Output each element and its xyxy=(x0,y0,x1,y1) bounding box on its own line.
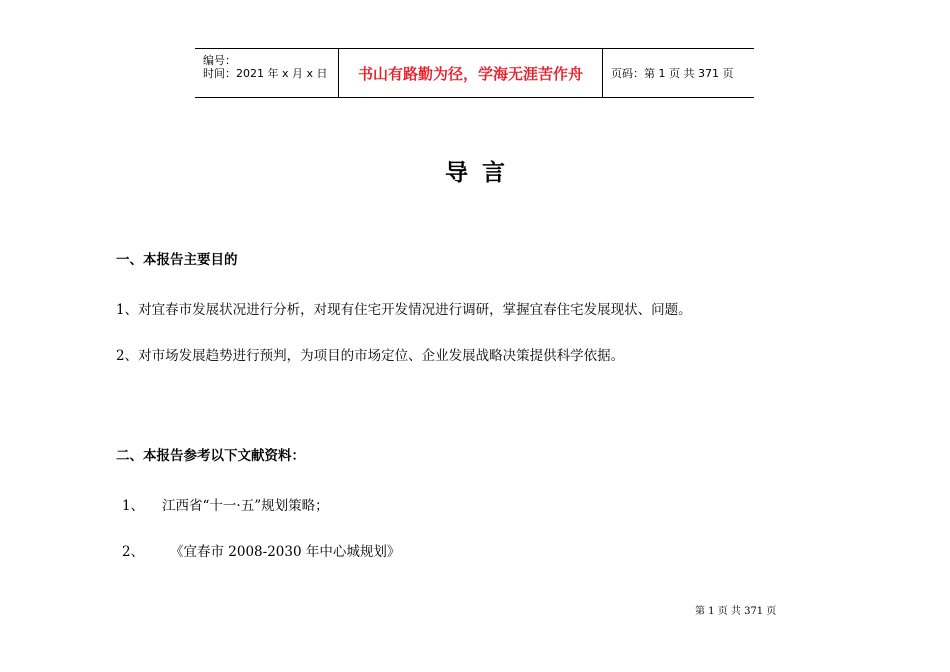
section2-heading: 二、本报告参考以下文献资料： xyxy=(116,448,305,464)
section1-item-2: 2、对市场发展趋势进行预判，为项目的市场定位、企业发展战略决策提供科学依据。 xyxy=(116,348,625,364)
header-meta-cell xyxy=(195,49,338,97)
document-header xyxy=(195,48,754,98)
header-page-cell xyxy=(603,49,754,97)
reference-item xyxy=(122,494,622,514)
section1-item-1: 1、对宜春市发展状况进行分析，对现有住宅开发情况进行调研，掌握宜春住宅发展现状、问题。 xyxy=(116,302,692,318)
header-motto-cell xyxy=(338,49,603,97)
page-code: 页码：第 1 页 共 371 页 xyxy=(611,67,734,80)
motto-text: 书山有路勤为径，学海无涯苦作舟 xyxy=(357,64,583,83)
reference-number: 1、 xyxy=(122,498,145,514)
number-label: 编号： xyxy=(203,54,236,67)
reference-number: 2、 xyxy=(122,544,145,560)
reference-text: 江西省“十一·五”规划策略； xyxy=(162,498,329,514)
section1-heading: 一、本报告主要目的 xyxy=(116,252,238,268)
reference-text: 《宜春市 2008-2030 年中心城规划》 xyxy=(170,544,401,560)
page-footer: 第 1 页 共 371 页 xyxy=(695,606,777,617)
page-title: 导言 xyxy=(445,160,519,186)
time-label: 时间：2021 年 x 月 x 日 xyxy=(203,67,328,80)
reference-item xyxy=(122,540,622,560)
